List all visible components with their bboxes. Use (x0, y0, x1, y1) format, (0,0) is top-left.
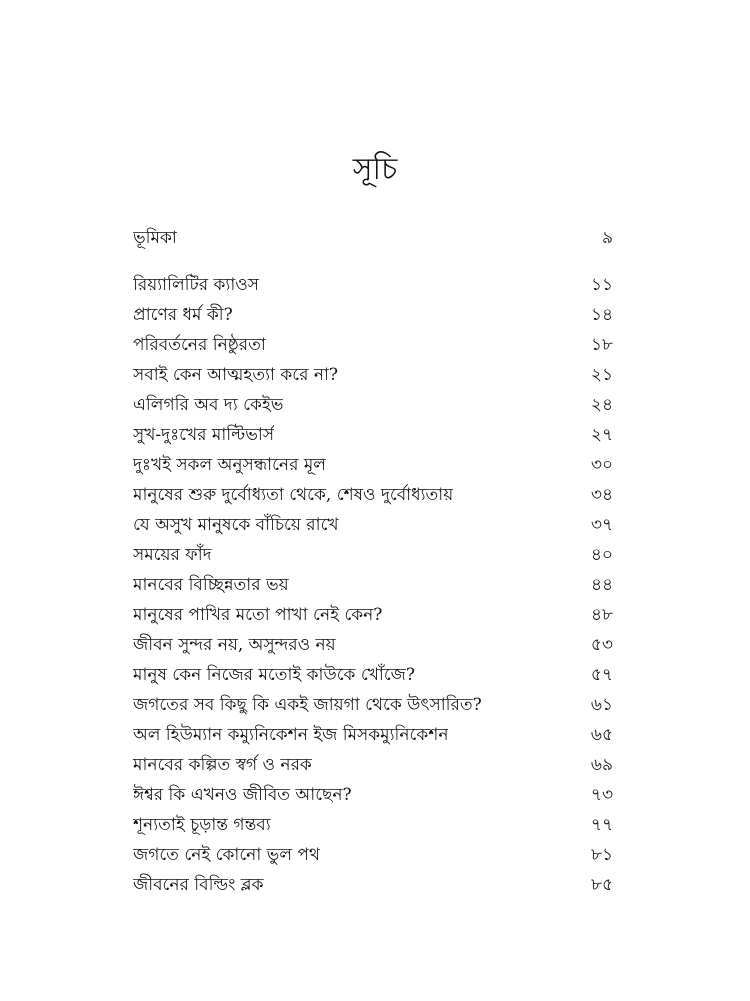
toc-entry (133, 810, 613, 840)
toc-entry (133, 600, 613, 630)
toc-entry-page: ৩০ (590, 455, 613, 475)
toc-entry (133, 450, 613, 480)
toc-entry-page: ৪০ (590, 545, 613, 565)
toc-entry (133, 750, 613, 780)
toc-entry (133, 420, 613, 450)
toc-entry-page: ৭৩ (590, 785, 613, 805)
toc-entry (133, 870, 613, 900)
toc-entry (133, 540, 613, 570)
toc-entry (133, 780, 613, 810)
toc-entry-label: যে অসুখ মানুষকে বাঁচিয়ে রাখে (133, 515, 339, 535)
toc-entry-preface (133, 223, 613, 253)
toc-entry-page: ৬৯ (590, 755, 613, 775)
toc-entry-page: ৫৭ (590, 665, 613, 685)
toc-entry-page: ২৪ (590, 395, 613, 415)
toc-entry-page: ৯ (601, 228, 613, 248)
toc-entry-label: মানুষের পাখির মতো পাখা নেই কেন? (133, 605, 383, 625)
toc-entry-label: মানবের কল্পিত স্বর্গ ও নরক (133, 755, 312, 775)
toc-entry-label: সবাই কেন আত্মহত্যা করে না? (133, 365, 339, 385)
toc-entry-label: মানবের বিচ্ছিন্নতার ভয় (133, 575, 289, 595)
toc-entry-label: রিয়্যালিটির ক্যাওস (133, 275, 259, 295)
toc-entry-page: ৪৪ (590, 575, 613, 595)
page-title: সূচি (352, 152, 398, 187)
toc-entry-label: পরিবর্তনের নিষ্ঠুরতা (133, 335, 266, 355)
toc-entry (133, 300, 613, 330)
toc-entry-label: সুখ-দুঃখের মাল্টিভার্স (133, 425, 275, 445)
toc-entry-page: ১১ (590, 275, 613, 295)
toc-entry-label: জগতে নেই কোনো ভুল পথ (133, 845, 320, 865)
toc-entry (133, 660, 613, 690)
toc-entry-page: ২১ (590, 365, 613, 385)
toc-entry-label: দুঃখই সকল অনুসন্ধানের মূল (133, 455, 326, 475)
toc-entry (133, 330, 613, 360)
toc-entry-page: ৬১ (590, 695, 613, 715)
toc-entry-label: মানুষ কেন নিজের মতোই কাউকে খোঁজে? (133, 665, 415, 685)
toc-entry-label: মানুষের শুরু দুর্বোধ্যতা থেকে, শেষও দুর্বোধ্যতায় (133, 485, 454, 505)
toc-entry-label: প্রাণের ধর্ম কী? (133, 305, 233, 325)
toc-entry-page: ৩৭ (590, 515, 613, 535)
toc-entry-page: ৪৮ (590, 605, 613, 625)
toc-entry-label: ঈশ্বর কি এখনও জীবিত আছেন? (133, 785, 352, 805)
toc-entry-label: এলিগরি অব দ্য কেইভ (133, 395, 284, 415)
toc-entry-page: ১৮ (590, 335, 613, 355)
toc-entry-label: জীবনের বিল্ডিং ব্লক (133, 875, 264, 895)
toc-entry-label: জীবন সুন্দর নয়, অসুন্দরও নয় (133, 635, 336, 655)
toc-entry-page: ৮৫ (590, 875, 613, 895)
toc-entry-page: ৮১ (590, 845, 613, 865)
toc-entry-page: ৭৭ (590, 815, 613, 835)
toc-entry (133, 840, 613, 870)
toc-entry (133, 720, 613, 750)
toc-entry-page: ৩৪ (590, 485, 613, 505)
toc-entry (133, 480, 613, 510)
toc-entry-page: ২৭ (590, 425, 613, 445)
toc-entry (133, 360, 613, 390)
toc-entry-label: সময়ের ফাঁদ (133, 545, 212, 565)
toc-entry-page: ১৪ (590, 305, 613, 325)
toc-entry-page: ৬৫ (590, 725, 613, 745)
toc-entry-page: ৫৩ (590, 635, 613, 655)
toc-entry (133, 270, 613, 300)
toc-entry (133, 570, 613, 600)
toc-entry (133, 690, 613, 720)
toc-entry-label: অল হিউম্যান কম্যুনিকেশন ইজ মিসকম্যুনিকেশন (133, 725, 449, 745)
toc-entry (133, 630, 613, 660)
toc-entry-label: ভূমিকা (133, 228, 177, 248)
toc-entry-label: শূন্যতাই চূড়ান্ত গন্তব্য (133, 815, 271, 835)
toc-entry (133, 510, 613, 540)
toc-entry (133, 390, 613, 420)
toc-entry-label: জগতের সব কিছু কি একই জায়গা থেকে উৎসারিত? (133, 695, 482, 715)
